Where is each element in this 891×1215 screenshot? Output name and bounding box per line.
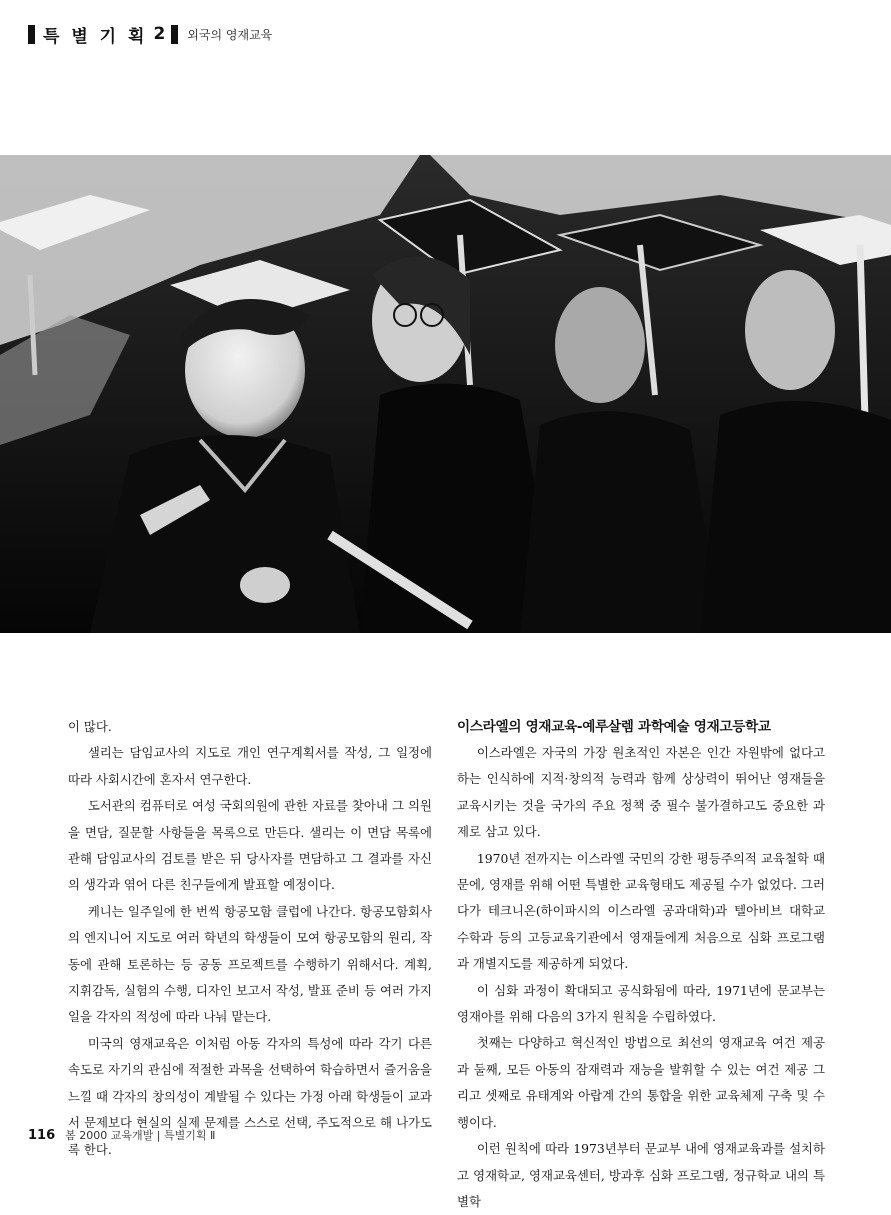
graduation-ceremony-photo	[0, 155, 891, 633]
section-subtitle: 외국의 영재교육	[187, 27, 273, 42]
paragraph: 이 많다.	[68, 719, 112, 734]
page-number: 116	[28, 1128, 56, 1143]
paragraph: 첫째는 다양하고 혁신적인 방법으로 최선의 영재교육 여건 제공과 둘째, 모든 아동의 잠재력과 재능을 발휘할 수 있는 여건 제공 그리고 셋째로 유태계와 아랍계 간의 통합을 위한 교육체제 구축 및 수행이다.	[457, 1035, 825, 1130]
header-bar-right	[171, 25, 178, 44]
paragraph: 케니는 일주일에 한 번씩 항공모함 클럽에 나간다. 항공모함회사의 엔지니어 지도로 여러 학년의 학생들이 모여 항공모함의 원리, 작동에 관해 토론하는 등 공동 프로젝트를 수행하기 위해서다. 계획, 지휘감독, 실험의 수행, 디자인 보고서 작성, 발표 준비 등 여러 가지 일을 각자의 적성에 따라 나눠 맡는다.	[68, 903, 432, 1025]
paragraph: 이스라엘은 자국의 가장 원초적인 자본은 인간 자원밖에 없다고 하는 인식하에 지적·창의적 능력과 함께 상상력이 뛰어난 영재들을 교육시키는 것을 국가의 주요 정책 중 필수 불가결하고도 중요한 과제로 삼고 있다.	[457, 745, 825, 840]
paragraph: 도서관의 컴퓨터로 여성 국회의원에 관한 자료를 찾아내 그 의원을 면담, 질문할 사항들을 목록으로 만든다. 샐리는 이 면담 목록에 관해 담임교사의 검토를 받은 뒤 당사자를 면담하고 그 결과를 자신의 생각과 엮어 다른 친구들에게 발표할 예정이다.	[68, 798, 432, 893]
paragraph: 이 심화 과정이 확대되고 공식화됨에 따라, 1971년에 문교부는 영재아를 위해 다음의 3가지 원칙을 수립하였다.	[457, 982, 825, 1025]
paragraph: 샐리는 담임교사의 지도로 개인 연구계획서를 작성, 그 일정에 따라 사회시간에 혼자서 연구한다.	[68, 745, 432, 787]
paragraph: 1970년 전까지는 이스라엘 국민의 강한 평등주의적 교육철학 때문에, 영재를 위해 어떤 특별한 교육형태도 제공될 수가 없었다. 그러다가 테크니온(하이파시의 이스라엘 공과대학)과 텔아비브 대학교 수학과 등의 고등교육기관에서 영재들에게 처음으로 심화 프로그램과 개별지도를 제공하게 되었다.	[457, 850, 825, 972]
section-number: 2	[153, 24, 166, 44]
section-header	[28, 22, 272, 46]
paragraph: 이런 원칙에 따라 1973년부터 문교부 내에 영재교육과를 설치하고 영재학교, 영재교육센터, 방과후 심화 프로그램, 정규학교 내의 특별학	[457, 1141, 825, 1209]
header-bar-left	[28, 25, 35, 44]
page-footer	[28, 1127, 215, 1143]
section-label: 특 별 기 획	[43, 26, 148, 47]
magazine-info: 봄 2000 교육개발 | 특별기획 Ⅱ	[65, 1129, 216, 1142]
left-column	[68, 714, 432, 1163]
section-heading: 이스라엘의 영재교육-예루살렘 과학예술 영재고등학교	[457, 719, 771, 735]
right-column	[457, 714, 825, 1215]
paragraph: 미국의 영재교육은 이처럼 아동 각자의 특성에 따라 각기 다른 속도로 자기의 관심에 적절한 과목을 선택하여 학습하면서 즐거움을 느낄 때 각자의 창의성이 계발될 수 있다는 가정 아래 학생들이 교과서 문제보다 현실의 실제 문제를 스스로 선택, 주도적으로 해 나가도록 한다.	[68, 1035, 432, 1157]
